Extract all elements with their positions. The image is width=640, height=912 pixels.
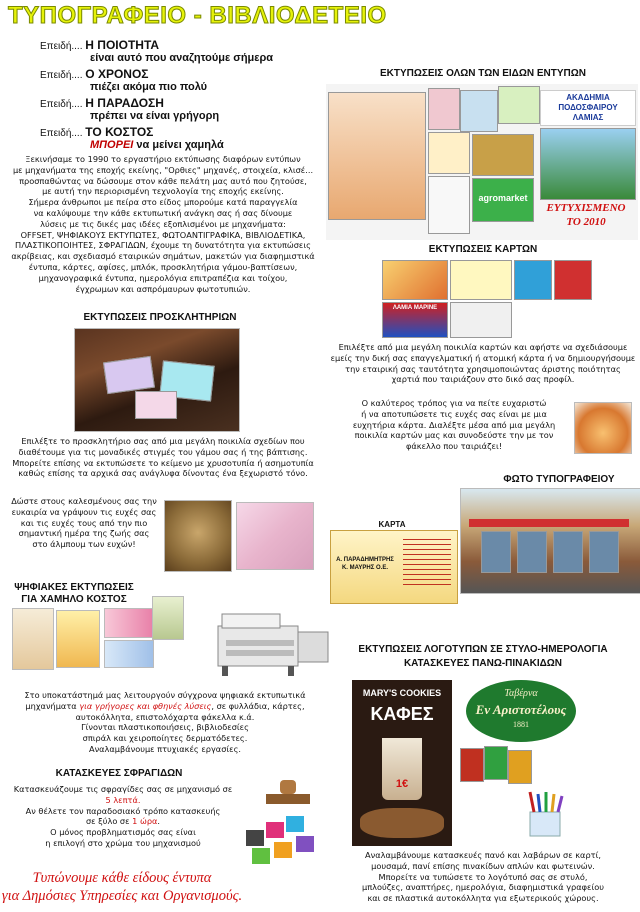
- reason-cost: Επειδή.... ΤΟ ΚΟΣΤΟΣ ΜΠΟΡΕΙ να μείνει χαμηλά: [40, 125, 224, 151]
- shop-window-2: [517, 531, 547, 573]
- invitation-card-pink: [135, 391, 177, 419]
- collage-baby-card: [428, 132, 470, 174]
- marys-cookies-label: MARY'S COOKIES: [362, 688, 442, 698]
- reason-time: Επειδή.... Ο ΧΡΟΝΟΣ πιέζει ακόμα πιο πολύ: [40, 67, 208, 93]
- digital-sample-2: [56, 610, 100, 668]
- card-sample-2: [450, 260, 512, 300]
- stamps-heading: ΚΑΤΑΣΚΕΥΕΣ ΣΦΡΑΓΙΔΩΝ: [55, 768, 183, 779]
- digital-sample-1: [12, 608, 54, 670]
- shop-window-4: [589, 531, 619, 573]
- slogan-line-1: Τυπώνουμε κάθε είδους έντυπα: [32, 870, 212, 886]
- digital-heading-1: ΨΗΦΙΑΚΕΣ ΕΚΤΥΠΩΣΕΙΣ: [14, 582, 134, 593]
- calendar-red: [460, 748, 484, 782]
- guest-album-photo: [236, 502, 314, 570]
- calendar-samples: [460, 744, 534, 784]
- collage-menu: [472, 134, 534, 176]
- logos-text: Αναλαμβάνουμε κατασκευές πανό και λαβάρων σε καρτί, μουσαμά, πανί επίσης πινακίδων απλών και φωτεινών. Μπορείτε να τυπώσετε το λογότυπό σας σε στυλό, μπλούζες, αναπτήρες, ημερολόγια, διαφημιστικά γραφείου και σε πλαστικά αυτοκόλλητα για εξωτερικούς χώρους.: [361, 850, 604, 904]
- digital-sample-5: [152, 596, 184, 640]
- card-label: ΚΑΡΤΑ: [378, 520, 406, 529]
- guest-book-text: Δώστε στους καλεσμένους σας την ευκαιρία να γράψουν τις ευχές σας και τις ευχές τους από την πιο σημαντική ημέρα της ζωής σας στο άλμπουμ των ευχών!: [11, 496, 157, 550]
- collage-flyer-2: [460, 90, 498, 132]
- agromarket-label: agromarket: [478, 193, 528, 203]
- pens-icon: [520, 790, 570, 838]
- cup-price: 1€: [395, 778, 409, 790]
- cookie-image: [360, 808, 444, 838]
- collage-flyer-3: [498, 86, 540, 124]
- stamp-mechanisms-image: [244, 812, 316, 866]
- cards-collage: [382, 258, 590, 338]
- digital-sample-4: [104, 640, 154, 668]
- academy-banner: [540, 90, 636, 126]
- stamps-text: Κατασκευάζουμε τις σφραγίδες σας σε μηχανισμό σε 5 λεπτά. Αν θέλετε τον παραδοσιακό τρόπο κατασκευής σε ξύλο σε 1 ώρα. Ο μόνος προβληματισμός σας είναι η επιλογή στο χρώμα του μηχανισμού: [13, 784, 233, 848]
- taverna-label-1: Ταβέρνα: [504, 688, 538, 699]
- greeting-line-1: ΕΥΤΥΧΙΣΜΕΝΟ: [546, 202, 626, 214]
- kafes-label: ΚΑΦΕΣ: [370, 704, 434, 724]
- pens-image: [520, 790, 570, 838]
- guest-book-photo: [164, 500, 232, 572]
- logos-heading-2: ΚΑΤΑΣΚΕΥΕΣ ΠΑΝΩ-ΠΙΝΑΚΙΔΩΝ: [403, 658, 563, 669]
- invitations-photo: [74, 328, 240, 432]
- shop-photo-heading: ΦΩΤΟ ΤΥΠΟΓΡΑΦΕΙΟΥ: [503, 474, 615, 485]
- coffee-cup: [382, 738, 422, 800]
- collage-flyer-1: [428, 88, 460, 130]
- shop-window-3: [553, 531, 583, 573]
- printing-collage: [326, 84, 638, 240]
- gift-card-photo: [574, 402, 632, 454]
- intro-paragraph: Ξεκινήσαμε το 1990 το εργαστήριο εκτύπωσης διαφόρων εντύπων με μηχανήματα της εποχής εκείνης, "Ορθιες" μηχανές, στοιχεία, κλισέ... προσπαθώντας να δώσουμε στον κάθε πελάτη μας αυτό που ζητούσε, με αυτή την περιορισμένη τεχνολογία της εποχής εκείνης. Σήμερα άνθρωποι με πείρα στο είδος μπορούμε κατά παραγγελία να καλύψουμε την κάθε εκτυπωτική ανάγκη σας ή σας δίνουμε λύσεις με τις δικές μας ιδέες εξοπλισμένοι με μηχανήματα: OFFSET, ΨΗΦΙΑΚΟΥΣ ΕΚΤΥΠΩΤΕΣ, ΦΩΤΟΑΝΤΙΓΡΑΦΙΚΑ, ΒΙΒΛΙΟΔΕΤΙΚΑ, ΠΛΑΣΤΙΚΟΠΟΙΗΤΕΣ, ΣΦΡΑΓΙΔΩΝ, έχουμε τη δυνατότητα για εκτυπώσεις ακρίβειας, και σχεδιασμό εταιρικών σημάτων, μακετών για διαφημιστικά έντυπα, κάρτες, αφίσες, μπλόκ, προσκλητήρια γάμου-βαπτίσεων, μηχανογραφικά έντυπα, ημερολόγια επιτραπέζια και τοίχου, έγχρωμων και ασπρόμαυρων φωτοτυπιών.: [11, 154, 315, 294]
- card-name-1: Α. ΠΑΡΑΔΗΜΗΤΡΗΣ: [336, 557, 394, 563]
- shop-window-1: [481, 531, 511, 573]
- cards-heading: ΕΚΤΥΠΩΣΕΙΣ ΚΑΡΤΩΝ: [428, 244, 538, 255]
- cards-text: Επιλέξτε από μια μεγάλη ποικιλία καρτών και αφήστε να σχεδιάσουμε εμείς την δική σας επαγγελματική ή ατομική κάρτα ή να δημιουργήσουμε την εταιρική σας ταυτότητα χρησιμοποιώντας άριστης ποιότητας χαρτιά που ταιριάζουν στο δικό σας προφίλ.: [330, 342, 636, 385]
- lamia-card-label: ΛΑΜΙΑ ΜΑΡΙΝΕ: [392, 305, 438, 311]
- academy-line-2: ΠΟΔΟΣΦΑΙΡΟΥ: [558, 103, 618, 112]
- academy-team-photo: [540, 128, 636, 200]
- digital-heading-2: ΓΙΑ ΧΑΜΗΛΟ ΚΟΣΤΟΣ: [21, 594, 127, 605]
- logos-heading-1: ΕΚΤΥΠΩΣΕΙΣ ΛΟΓΟΤΥΠΩΝ ΣΕ ΣΤΥΛΟ-ΗΜΕΡΟΛΟΓΙΑ: [358, 644, 608, 655]
- slogan-line-2: για Δημόσιες Υπηρεσίες και Οργανισμούς.: [1, 888, 243, 904]
- reason-delivery: Επειδή.... Η ΠΑΡΑΔΟΣΗ πρέπει να είναι γρήγορη: [40, 96, 220, 122]
- calendar-yellow: [508, 750, 532, 784]
- digital-text: Στο υποκατάστημά μας λειτουργούν σύγχρονα ψηφιακά εκτυπωτικά μηχανήματα για γρήγορες και φθηνές λύσεις, σε φυλλάδια, κάρτες, αυτοκόλλητα, επιστολόχαρτα φάκελλα κ.ά. Γίνονται πλαστικοποιήσεις, βιβλιοδεσίες σπιράλ και χειροποίητες δερματόδετες. Αναλαμβάνουμε πτυχιακές εργασίες.: [24, 690, 306, 754]
- collage-agromarket: [472, 178, 534, 222]
- shop-photo: [460, 488, 640, 594]
- wooden-stamp-image: [260, 778, 316, 808]
- invitation-card-lilac: [103, 356, 155, 394]
- card-sample-3: [514, 260, 552, 300]
- printer-icon: [212, 606, 332, 680]
- taverna-label-2: Εν Αριστοτέλους: [475, 702, 567, 717]
- stamps-icon: [244, 812, 316, 866]
- collage-calendar: [428, 176, 470, 234]
- stamp-icon: [260, 778, 316, 808]
- card-name-2: Κ. ΜΑΥΡΗΣ Ο.Ε.: [341, 565, 389, 571]
- gift-cards-text: Ο καλύτερος τρόπος για να πείτε ευχαριστώ ή να αποτυπώσετε τις ευχές σας είναι με μια ευχητήρια κάρτα. Διαλέξτε μέσα από μια μεγάλη ποικιλία καρτών μας και συνοδεύστε την με τον φάκελλο που ταιριάζει!: [352, 398, 556, 452]
- digital-printer-image: [212, 606, 332, 680]
- academy-line-1: ΑΚΑΔΗΜΙΑ: [566, 93, 610, 102]
- shop-awning: [469, 519, 629, 527]
- card-sample-6: [450, 302, 512, 338]
- printing-heading: ΕΚΤΥΠΩΣΕΙΣ ΟΛΩΝ ΤΩΝ ΕΙΔΩΝ ΕΝΤΥΠΩΝ: [379, 68, 587, 79]
- page-title: ΤΥΠΟΓΡΑΦΕΙΟ - ΒΙΒΛΙΟΔΕΤΕΙΟ: [8, 2, 387, 29]
- card-text-lines: [403, 539, 451, 587]
- taverna-sign: [466, 680, 576, 742]
- digital-sample-3: [104, 608, 154, 638]
- business-card-sample: [330, 530, 458, 604]
- invitations-text: Επιλέξτε το προσκλητήριο σας από μια μεγάλη ποικιλία σχεδίων που διαθέτουμε για τις μοναδικές στιγμές του γάμου σας ή της βάπτισης. Μπορείτε επίσης να εκτυπώσετε το κείμενο με χρυσοτυπία ή ασημοτυπία καθώς επίσης τα αρχικά σας ανάγλυφα δίνοντας ένα ξεχωριστό τόνο.: [12, 436, 314, 479]
- marys-cookies-sign: [352, 680, 452, 846]
- taverna-label-3: 1881: [513, 720, 529, 729]
- calendar-green: [484, 746, 508, 780]
- card-sample-4: [554, 260, 592, 300]
- academy-line-3: ΛΑΜΙΑΣ: [572, 113, 604, 122]
- collage-form: [328, 92, 426, 220]
- greeting-line-2: ΤΟ 2010: [566, 216, 606, 228]
- card-sample-1: [382, 260, 448, 300]
- card-sample-lamia: [382, 302, 448, 338]
- invitations-heading: ΕΚΤΥΠΩΣΕΙΣ ΠΡΟΣΚΛΗΤΗΡΙΩΝ: [83, 312, 237, 323]
- reason-quality: Επειδή.... Η ΠΟΙΟΤΗΤΑ είναι αυτό που αναζητούμε σήμερα: [40, 38, 274, 64]
